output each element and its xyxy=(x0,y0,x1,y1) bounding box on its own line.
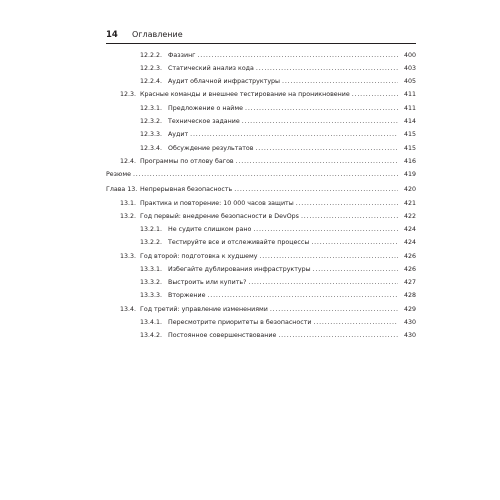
toc-entry[interactable] xyxy=(106,318,416,327)
toc-entry-page: 419 xyxy=(403,171,416,178)
toc-entry-page: 400 xyxy=(403,52,416,59)
toc-entry-page: 422 xyxy=(403,213,416,220)
dot-leader xyxy=(301,212,398,221)
dot-leader xyxy=(198,51,399,60)
toc-entry[interactable] xyxy=(106,51,416,60)
toc-entry[interactable] xyxy=(106,170,416,179)
toc-entry-title: Непрерывная безопасность xyxy=(140,186,233,193)
toc-entry-page: 415 xyxy=(403,131,416,138)
toc-entry-number: 13.3. xyxy=(120,253,137,260)
dot-leader xyxy=(311,238,398,247)
toc-entry-title: Год первый: внедрение безопасности в DevOps xyxy=(140,213,299,220)
toc-entry[interactable] xyxy=(106,265,416,274)
toc-entry[interactable] xyxy=(106,157,416,166)
dot-leader xyxy=(236,157,398,166)
toc-entry-number: 13.2.1. xyxy=(140,226,163,233)
toc-entry-title: Статический анализ кода xyxy=(168,65,254,72)
dot-leader xyxy=(282,77,398,86)
toc-entry-page: 403 xyxy=(403,65,416,72)
dot-leader xyxy=(190,130,398,139)
toc-entry-title: Фаззинг xyxy=(168,52,196,59)
toc-entry[interactable] xyxy=(106,278,416,287)
toc-entry[interactable] xyxy=(106,291,416,300)
dot-leader xyxy=(253,225,398,234)
running-header xyxy=(106,29,416,44)
dot-leader xyxy=(270,305,398,314)
toc-entry-title: Вторжение xyxy=(168,292,206,299)
toc-entry-title: Пересмотрите приоритеты в безопасности xyxy=(168,319,312,326)
dot-leader xyxy=(207,291,398,300)
toc-entry-number: 13.2.2. xyxy=(140,239,163,246)
toc-entry-page: 411 xyxy=(403,91,416,98)
toc-entry-title: Обсуждение результатов xyxy=(168,145,254,152)
dot-leader xyxy=(255,144,398,153)
toc-entry-number: 13.3.3. xyxy=(140,292,163,299)
toc-entry[interactable] xyxy=(106,305,416,314)
toc-entry-title: Аудит облачной инфраструктуры xyxy=(168,78,281,85)
toc-entry[interactable] xyxy=(106,331,416,340)
toc-entry-page: 428 xyxy=(403,292,416,299)
toc-entry[interactable] xyxy=(106,104,416,113)
page-number: 14 xyxy=(106,30,118,40)
toc-entry-page: 420 xyxy=(403,186,416,193)
dot-leader xyxy=(245,104,398,113)
toc-entry-number: 13.1. xyxy=(120,200,137,207)
toc-entry[interactable] xyxy=(106,185,416,194)
toc-entry[interactable] xyxy=(106,144,416,153)
toc-entry-number: 13.2. xyxy=(120,213,137,220)
toc-entry-number: 12.3.1. xyxy=(140,105,163,112)
toc-entry-number: 12.4. xyxy=(120,158,137,165)
dot-leader xyxy=(259,252,398,261)
toc-entry-page: 421 xyxy=(403,200,416,207)
toc-entry[interactable] xyxy=(106,238,416,247)
toc-entry-page: 415 xyxy=(403,145,416,152)
toc-entry-title: Резюме xyxy=(106,171,131,178)
dot-leader xyxy=(133,170,398,179)
toc-entry-number: 13.4. xyxy=(120,306,137,313)
toc-entry[interactable] xyxy=(106,225,416,234)
toc-entry-title: Тестируйте все и отслеживайте процессы xyxy=(168,239,310,246)
toc-entry-page: 430 xyxy=(403,332,416,339)
toc-entry-title: Не судите слишком рано xyxy=(168,226,252,233)
dot-leader xyxy=(313,265,398,274)
dot-leader xyxy=(248,278,398,287)
dot-leader xyxy=(278,331,398,340)
toc-entry-page: 424 xyxy=(403,239,416,246)
toc-entry-number: 13.4.1. xyxy=(140,319,163,326)
toc-entry-number: 12.3.4. xyxy=(140,145,163,152)
dot-leader xyxy=(234,185,398,194)
toc-entry-page: 430 xyxy=(403,319,416,326)
toc-entry[interactable] xyxy=(106,64,416,73)
toc-entry-page: 427 xyxy=(403,279,416,286)
toc-entry[interactable] xyxy=(106,199,416,208)
toc-entry[interactable] xyxy=(106,117,416,126)
dot-leader xyxy=(242,117,398,126)
toc-entry-page: 426 xyxy=(403,253,416,260)
toc-entry-number: Глава 13. xyxy=(106,186,138,193)
toc-entry-number: 12.2.2. xyxy=(140,52,163,59)
toc-entry-title: Программы по отлову багов xyxy=(140,158,234,165)
dot-leader xyxy=(296,199,398,208)
toc-entry-title: Аудит xyxy=(168,131,189,138)
toc-entry[interactable] xyxy=(106,77,416,86)
toc-entry[interactable] xyxy=(106,90,416,99)
toc-entry-title: Красные команды и внешнее тестирование на проникновение xyxy=(140,91,350,98)
toc-entry-number: 12.3. xyxy=(120,91,137,98)
toc-entry-number: 12.3.2. xyxy=(140,118,163,125)
toc-entry-title: Избегайте дублирования инфраструктуры xyxy=(168,266,311,273)
toc-entry-page: 429 xyxy=(403,306,416,313)
toc-entry[interactable] xyxy=(106,252,416,261)
toc-entry-number: 13.3.2. xyxy=(140,279,163,286)
toc-entry-title: Практика и повторение: 10 000 часов защиты xyxy=(140,200,294,207)
toc-entry-title: Год второй: подготовка к худшему xyxy=(140,253,258,260)
toc-entry-page: 411 xyxy=(403,105,416,112)
toc-entry-page: 405 xyxy=(403,78,416,85)
toc-entry-title: Постоянное совершенствование xyxy=(168,332,277,339)
toc-entry[interactable] xyxy=(106,130,416,139)
toc-entry-number: 13.3.1. xyxy=(140,266,163,273)
toc-entry-page: 414 xyxy=(403,118,416,125)
toc-entry-number: 12.3.3. xyxy=(140,131,163,138)
dot-leader xyxy=(256,64,398,73)
toc-entry-title: Год третий: управление изменениями xyxy=(140,306,268,313)
dot-leader xyxy=(352,90,398,99)
toc-entry-title: Техническое задание xyxy=(168,118,240,125)
running-title: Оглавление xyxy=(132,30,183,39)
table-of-contents xyxy=(106,46,416,339)
toc-entry[interactable] xyxy=(106,212,416,221)
toc-entry-number: 13.4.2. xyxy=(140,332,163,339)
dot-leader xyxy=(313,318,398,327)
toc-entry-page: 426 xyxy=(403,266,416,273)
toc-entry-title: Выстроить или купить? xyxy=(168,279,247,286)
toc-entry-number: 12.2.4. xyxy=(140,78,163,85)
toc-entry-number: 12.2.3. xyxy=(140,65,163,72)
toc-entry-title: Предложение о найме xyxy=(168,105,244,112)
toc-entry-page: 416 xyxy=(403,158,416,165)
toc-entry-page: 424 xyxy=(403,226,416,233)
